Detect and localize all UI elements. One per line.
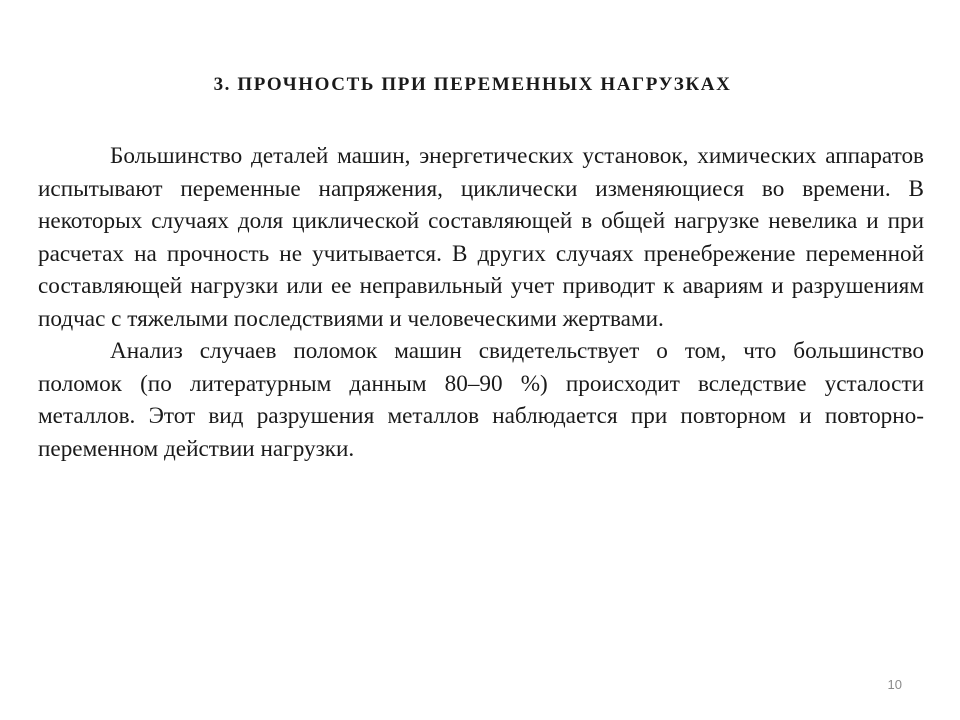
section-title: 3. ПРОЧНОСТЬ ПРИ ПЕРЕМЕННЫХ НАГРУЗКАХ <box>213 74 732 95</box>
page-number: 10 <box>887 677 902 692</box>
body-text <box>38 140 924 465</box>
paragraph-1: Большинство деталей машин, энергетических установок, химических аппаратов испытывают переменные напряжения, циклически изменяющиеся во времени. В некоторых случаях доля циклической составляющей в общей нагрузке невелика и при расчетах на прочность не учитывается. В других случаях пренебрежение переменной составляющей нагрузки или ее неправильный учет приводит к авариям и разрушениям подчас с тяжелыми последствиями и человеческими жертвами. <box>38 143 924 332</box>
paragraph-2: Анализ случаев поломок машин свидетельствует о том, что большинство поломок (по литературным данным 80–90 %) происходит вследствие усталости металлов. Этот вид разрушения металлов наблюдается при повторном и повторно-переменном действии нагрузки. <box>38 338 924 462</box>
